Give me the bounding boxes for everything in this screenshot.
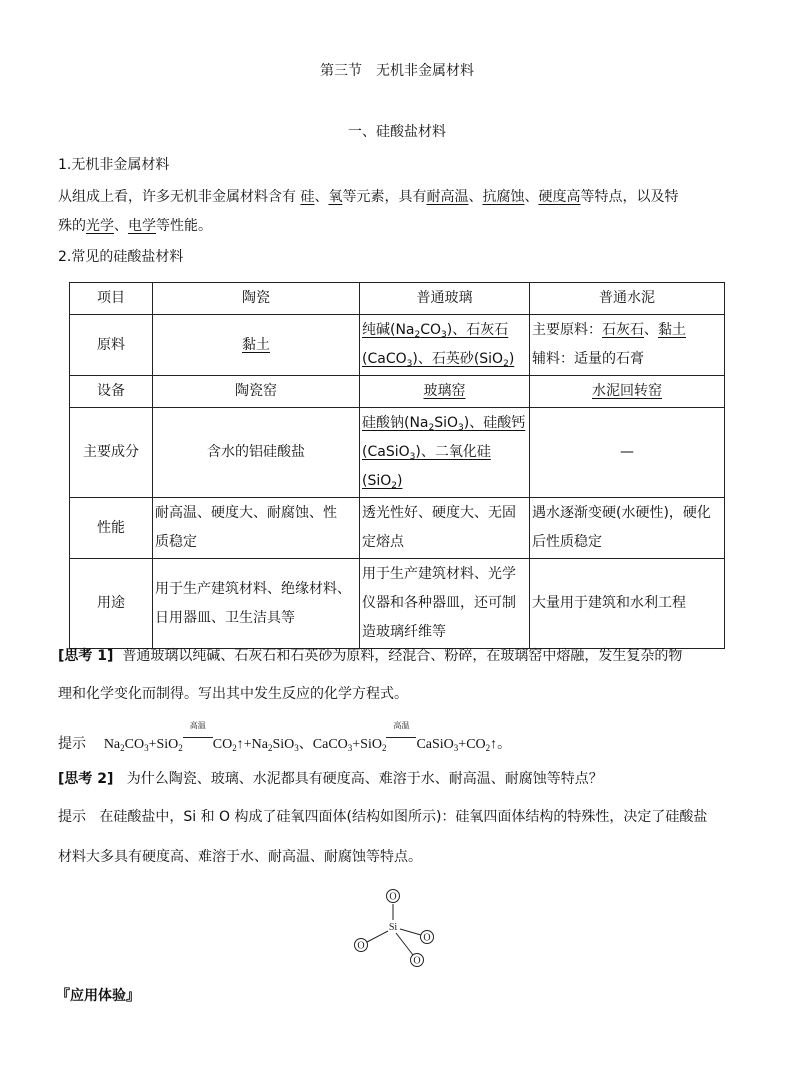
glass-raw-line-1: 纯碱$(Na_2CO_3)$、石灰石 — [362, 322, 509, 340]
row-label: 设备 — [70, 376, 153, 408]
oxygen-label: O — [413, 955, 421, 967]
hint-2-line-1: 提示 在硅酸盐中，Si 和 O 构成了硅氧四面体(结构如图所示)：硅氧四面体结构的特殊性，决定了硅酸盐 — [58, 809, 708, 825]
title-text: 无机非金属材料 — [376, 63, 474, 79]
cell-cement: 遇水逐渐变硬(水硬性)，硬化 后性质稳定 — [530, 498, 725, 559]
cell-cement: 水泥回转窑 — [530, 376, 725, 408]
glass-comp-line-2: (CaSiO$_3$)、二氧化硅(SiO$_2$) — [362, 444, 491, 491]
paragraph-1-line-2: 殊的光学、电学等性能。 — [58, 218, 212, 234]
cell-ceramic: 黏土 — [153, 315, 360, 376]
header-item: 项目 — [70, 283, 153, 315]
cell-cement: 主要原料：石灰石、黏土 辅料：适量的石膏 — [530, 315, 725, 376]
table-row-uses — [70, 559, 725, 649]
oxygen-label: O — [423, 932, 431, 944]
hint-1: 提示 $Na_2CO_3+SiO_2$ 高温 $CO_2↑+Na_2SiO_3$、CaCO$_3$+SiO$_2$ 高温 $CaSiO_3+CO_2↑$。 — [58, 721, 512, 753]
cell-glass — [360, 315, 530, 376]
silicon-oxygen-tetrahedron-figure — [345, 882, 445, 972]
table-row-equipment — [70, 376, 725, 408]
think-1-tag: [思考 1] — [58, 648, 114, 664]
bond-right — [400, 929, 421, 935]
title-section-number: 第三节 — [320, 63, 362, 79]
cell-ceramic: 含水的铝硅酸盐 — [153, 408, 360, 498]
equation-1: $Na_2CO_3+SiO_2$ 高温 $CO_2↑+Na_2SiO_3$ — [103, 721, 299, 753]
glass-comp-line-1: 硅酸钠$(Na_2SiO_3)$、硅酸钙 — [362, 415, 526, 433]
row-label: 原料 — [70, 315, 153, 376]
silicon-label: Si — [388, 922, 398, 933]
think-2: [思考 2] 为什么陶瓷、玻璃、水泥都具有硬度高、难溶于水、耐高温、耐腐蚀等特点？ — [58, 771, 603, 787]
think-1-line-2: 理和化学变化而制得。写出其中发生反应的化学方程式。 — [58, 686, 408, 702]
glass-raw-line-2: (CaCO$_3$)、石英砂(SiO$_2$) — [362, 351, 515, 369]
section-heading: 一、硅酸盐材料 — [348, 124, 446, 140]
think-2-tag: [思考 2] — [58, 771, 114, 787]
subheading-1: 1.无机非金属材料 — [58, 157, 170, 173]
cell-glass: 用于生产建筑材料、光学 仪器和各种器皿，还可制 造玻璃纤维等 — [360, 559, 530, 649]
row-label: 性能 — [70, 498, 153, 559]
apply-experience-heading: 『应用体验』 — [56, 988, 140, 1004]
cell-ceramic: 陶瓷窑 — [153, 376, 360, 408]
page-title — [0, 60, 794, 80]
row-label: 主要成分 — [70, 408, 153, 498]
hint-2-line-2: 材料大多具有硬度高、难溶于水、耐高温、耐腐蚀等特点。 — [58, 849, 422, 865]
oxygen-label: O — [357, 940, 365, 952]
cell-cement: 大量用于建筑和水利工程 — [530, 559, 725, 649]
condition-high-temp: 高温 — [183, 731, 213, 745]
think-1-line-1: [思考 1] 普通玻璃以纯碱、石灰石和石英砂为原料，经混合、粉碎，在玻璃窑中熔融，发生复杂的物 — [58, 648, 683, 664]
header-cement: 普通水泥 — [530, 283, 725, 315]
table-row-raw-materials — [70, 315, 725, 376]
header-glass: 普通玻璃 — [360, 283, 530, 315]
table-row-properties — [70, 498, 725, 559]
table-header-row — [70, 283, 725, 315]
table-row-composition — [70, 408, 725, 498]
hint-1-label: 提示 — [58, 736, 86, 752]
condition-high-temp: 高温 — [386, 731, 416, 745]
cell-glass: 玻璃窑 — [360, 376, 530, 408]
cell-cement: — — [530, 408, 725, 498]
oxygen-label: O — [389, 891, 397, 903]
subheading-2: 2.常见的硅酸盐材料 — [58, 249, 184, 265]
bond-left — [367, 931, 388, 942]
hint-2-label: 提示 — [58, 809, 86, 825]
cell-ceramic: 用于生产建筑材料、绝缘材料、 日用器皿、卫生洁具等 — [153, 559, 360, 649]
bond-bottom — [396, 933, 413, 955]
cell-glass: 透光性好、硬度大、无固 定熔点 — [360, 498, 530, 559]
silicate-materials-table — [69, 282, 725, 649]
paragraph-1-line-1: 从组成上看，许多无机非金属材料含有 硅、氧等元素，具有耐高温、抗腐蚀、硬度高等特点，以及特 — [58, 189, 679, 205]
equation-2: CaCO$_3$+SiO$_2$ 高温 $CaSiO_3+CO_2↑$ — [312, 721, 498, 753]
cell-glass — [360, 408, 530, 498]
cell-ceramic: 耐高温、硬度大、耐腐蚀、性 质稳定 — [153, 498, 360, 559]
row-label: 用途 — [70, 559, 153, 649]
header-ceramic: 陶瓷 — [153, 283, 360, 315]
